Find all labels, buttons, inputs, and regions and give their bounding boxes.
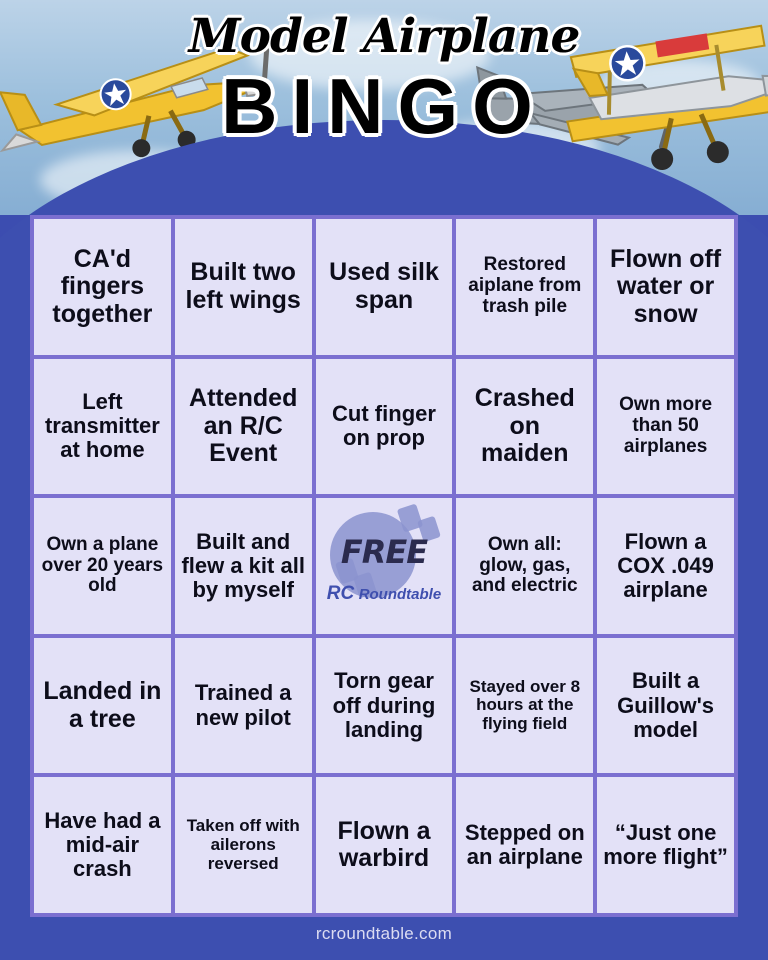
bingo-cell-text: Stepped on an airplane [464, 820, 585, 870]
bingo-cell-text: Attended an R/C Event [189, 384, 298, 468]
bingo-cell[interactable] [316, 777, 453, 913]
title-line-2: BINGO [221, 62, 547, 151]
bingo-cell-text: Have had a mid-air crash [44, 807, 161, 882]
bingo-cell-text: Cut finger on prop [332, 401, 436, 451]
bingo-cell-text: Taken off with ailerons reversed [186, 816, 300, 873]
bingo-cell-text: Used silk span [329, 258, 439, 314]
bingo-cell-text: Flown a COX .049 airplane [617, 528, 714, 603]
free-label: FREE [340, 532, 428, 571]
bingo-cell-text: “Just one more flight” [603, 820, 728, 870]
bingo-cell[interactable] [597, 777, 734, 913]
bingo-cell-text: Torn gear off during landing [332, 668, 436, 742]
bingo-cell-text: Stayed over 8 hours at the flying field [469, 676, 581, 733]
bingo-cell[interactable] [175, 219, 312, 355]
bingo-cell[interactable] [456, 359, 593, 495]
bingo-cell-text: Flown off water or snow [610, 244, 722, 328]
bingo-cell[interactable] [597, 498, 734, 634]
bingo-cell-text: Landed in a tree [43, 677, 162, 733]
free-space-cell[interactable] [316, 498, 453, 634]
bingo-cell[interactable] [34, 219, 171, 355]
bingo-grid [30, 215, 738, 917]
bingo-cell[interactable] [456, 219, 593, 355]
bingo-cell[interactable] [34, 359, 171, 495]
bingo-cell[interactable] [175, 638, 312, 774]
bingo-cell-text: CA'd fingers together [52, 244, 153, 328]
bingo-cell[interactable] [175, 777, 312, 913]
bingo-cell[interactable] [456, 777, 593, 913]
bingo-cell[interactable] [175, 498, 312, 634]
bingo-cell-text: Built a Guillow's model [617, 668, 715, 742]
bingo-cell[interactable] [597, 359, 734, 495]
title-line-1: Model Airplane [188, 9, 580, 64]
bingo-cell[interactable] [456, 638, 593, 774]
bingo-cell[interactable] [34, 498, 171, 634]
brand-name [327, 583, 441, 605]
bingo-cell-text: Restored aiplane from trash pile [468, 254, 582, 318]
bingo-cell[interactable] [597, 638, 734, 774]
bingo-cell-text: Flown a warbird [337, 816, 431, 873]
bingo-cell[interactable] [175, 359, 312, 495]
bingo-cell-text: Built two left wings [185, 258, 301, 314]
bingo-cell[interactable] [34, 638, 171, 774]
brand-secondary: Roundtable [358, 585, 442, 603]
bingo-cell-text: Crashed on maiden [474, 384, 575, 468]
bingo-cell-text: Left transmitter at home [44, 389, 160, 463]
brand-primary: RC [326, 582, 355, 604]
bingo-cell-text: Own more than 50 airplanes [619, 394, 713, 457]
bingo-cell[interactable] [597, 219, 734, 355]
bingo-cell-text: Built and flew a kit all by myself [181, 528, 305, 603]
bingo-cell-text: Own all: glow, gas, and electric [471, 533, 578, 597]
bingo-cell[interactable] [34, 777, 171, 913]
bingo-cell[interactable] [316, 638, 453, 774]
bingo-cell[interactable] [456, 498, 593, 634]
footer-website[interactable]: rcroundtable.com [315, 924, 453, 943]
bingo-cell-text: Trained a new pilot [194, 680, 292, 730]
page-title [0, 9, 768, 151]
bingo-cell[interactable] [316, 359, 453, 495]
bingo-cell-text: Own a plane over 20 years old [41, 533, 164, 597]
bingo-cell[interactable] [316, 219, 453, 355]
rc-roundtable-logo [316, 498, 453, 634]
